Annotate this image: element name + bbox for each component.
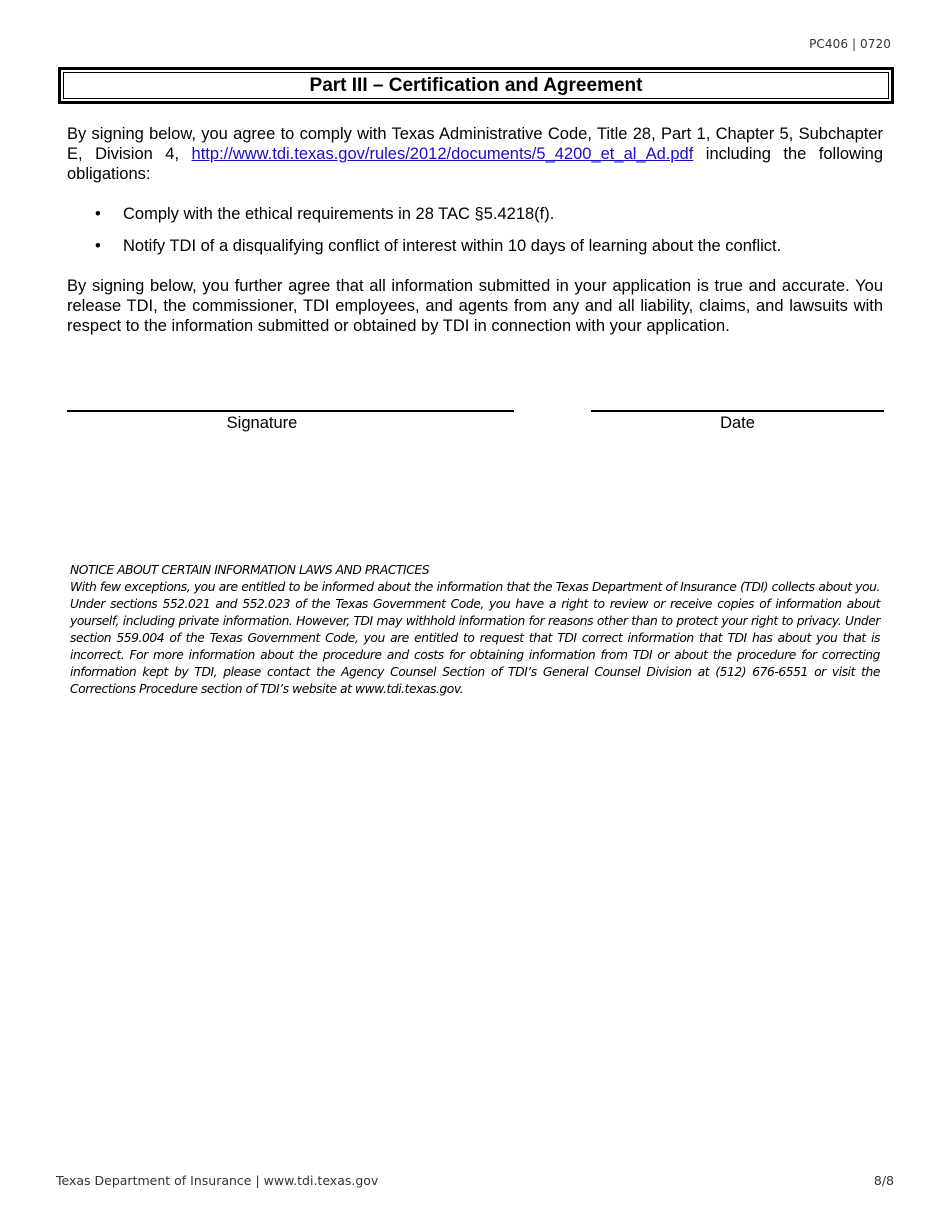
intro-text-before-link: By signing below, you agree to comply with Texas Administrative Code, Title 28, Part 1, Chapter 5, Subchapter E, Division 4, bbox=[67, 125, 883, 163]
notice-title: NOTICE ABOUT CERTAIN INFORMATION LAWS AND PRACTICES bbox=[70, 563, 430, 577]
list-item bbox=[95, 236, 885, 256]
footer-agency: Texas Department of Insurance | www.tdi.texas.gov bbox=[56, 1173, 379, 1188]
tac-rules-link[interactable]: http://www.tdi.texas.gov/rules/2012/documents/5_4200_et_al_Ad.pdf bbox=[191, 145, 694, 163]
signature-line[interactable] bbox=[67, 410, 514, 412]
bullet-icon: • bbox=[95, 237, 101, 255]
obligation-text: Notify TDI of a disqualifying conflict of interest within 10 days of learning about the conflict. bbox=[123, 237, 782, 255]
privacy-notice bbox=[70, 562, 880, 698]
date-label: Date bbox=[720, 414, 755, 432]
notice-body: With few exceptions, you are entitled to be informed about the information that the Texas Department of Insurance (TDI) collects about you. Under sections 552.021 and 552.023 of the Texas Government Code, you have a right to review or receive copies of information about yourself, including private information. However, TDI may withhold information for reasons other than to protect your right to privacy. Under section 559.004 of the Texas Government Code, you are entitled to request that TDI correct information that TDI has about you that is incorrect. For more information about the procedure and costs for obtaining information from TDI or about the procedure for correcting information kept by TDI, please contact the Agency Counsel Section of TDI’s General Counsel Division at (512) 676-6551 or visit the Corrections Procedure section of TDI’s website at www.tdi.texas.gov. bbox=[70, 580, 880, 696]
section-title: Part III – Certification and Agreement bbox=[309, 74, 643, 96]
date-line[interactable] bbox=[591, 410, 884, 412]
section-header-inner-border bbox=[63, 72, 889, 99]
release-paragraph: By signing below, you further agree that all information submitted in your application is true and accurate. You release TDI, the commissioner, TDI employees, and agents from any and all liability, claims, and lawsuits with respect to the information submitted or obtained by TDI in connection with your application. bbox=[67, 277, 883, 335]
intro-paragraph bbox=[67, 124, 883, 184]
signature-label: Signature bbox=[226, 414, 298, 432]
bullet-icon: • bbox=[95, 205, 101, 223]
form-code: PC406 | 0720 bbox=[809, 37, 891, 51]
obligations-list bbox=[95, 204, 885, 268]
intro-text-after-link: including the following obligations: bbox=[67, 145, 883, 183]
page-number: 8/8 bbox=[873, 1173, 894, 1188]
section-header bbox=[58, 67, 894, 104]
list-item bbox=[95, 204, 885, 224]
obligation-text: Comply with the ethical requirements in 28 TAC §5.4218(f). bbox=[123, 205, 555, 223]
